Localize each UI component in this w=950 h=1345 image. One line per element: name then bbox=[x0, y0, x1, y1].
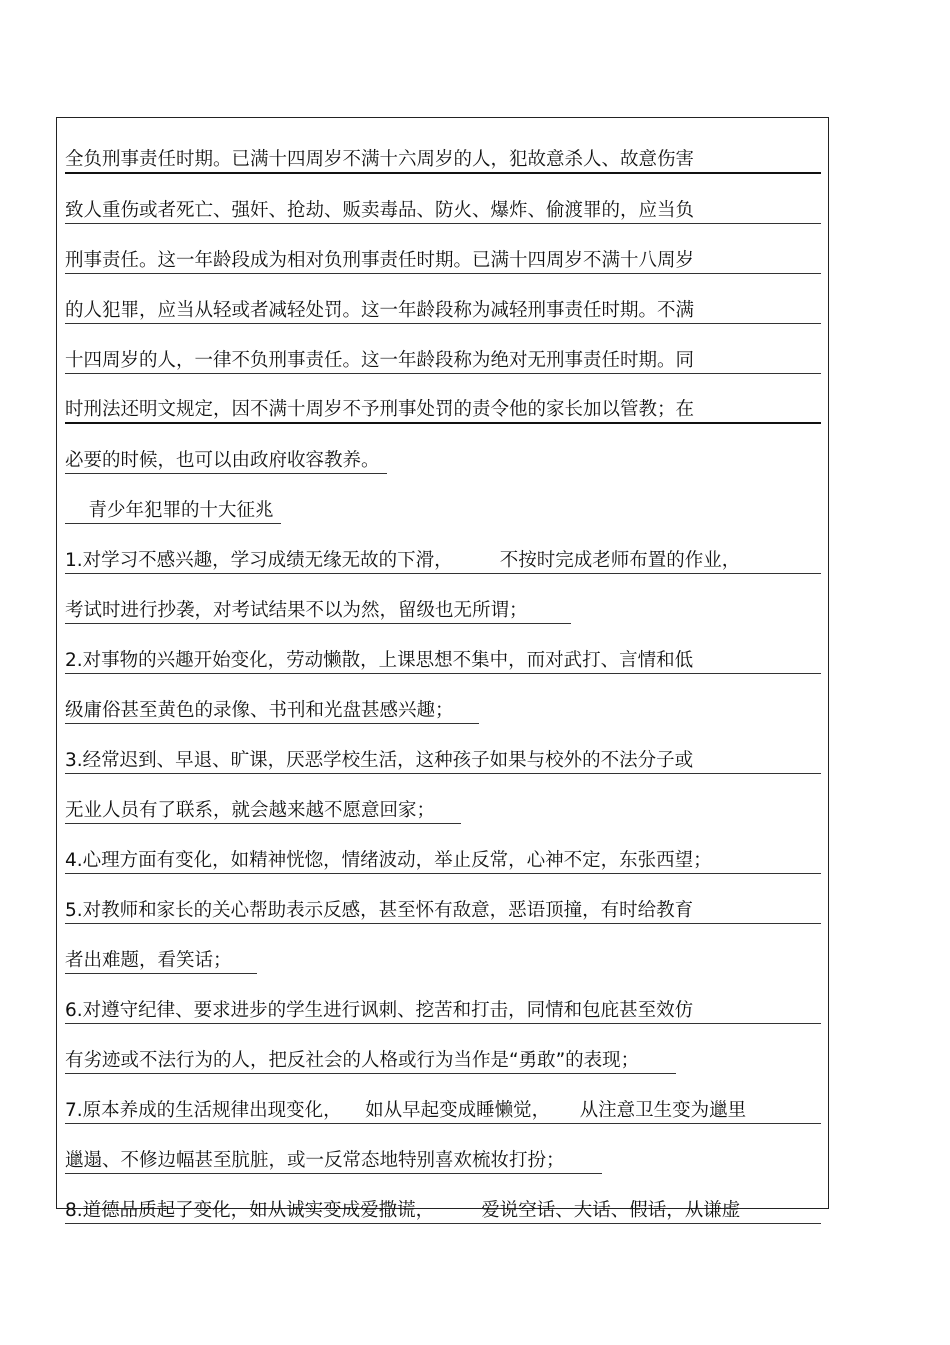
text-line-content: 致人重伤或者死亡、强奸、抢劫、贩卖毒品、防火、爆炸、偷渡罪的，应当负 bbox=[65, 199, 821, 224]
text-line-content: 无业人员有了联系，就会越来越不愿意回家； bbox=[65, 799, 461, 824]
text-line bbox=[65, 576, 821, 626]
text-line bbox=[65, 526, 821, 576]
text-line-content: 青少年犯罪的十大征兆 bbox=[65, 499, 281, 524]
text-line bbox=[65, 1176, 821, 1226]
text-line-content: 3.经常迟到、早退、旷课，厌恶学校生活，这种孩子如果与校外的不法分子或 bbox=[65, 749, 821, 774]
text-line bbox=[65, 1126, 821, 1176]
text-line-content: 4.心理方面有变化，如精神恍惚，情绪波动，举止反常，心神不定，东张西望； bbox=[65, 849, 821, 874]
text-line bbox=[65, 1076, 821, 1126]
document-body bbox=[65, 126, 821, 1226]
text-line-content: 8.道德品质起了变化，如从诚实变成爱撒谎， 爱说空话、大话、假话，从谦虚 bbox=[65, 1199, 821, 1224]
text-line-content: 必要的时候，也可以由政府收容教养。 bbox=[65, 449, 387, 474]
text-line bbox=[65, 426, 821, 476]
text-line bbox=[65, 276, 821, 326]
text-line-content: 十四周岁的人，一律不负刑事责任。这一年龄段称为绝对无刑事责任时期。同 bbox=[65, 349, 821, 374]
text-line-content: 级庸俗甚至黄色的录像、书刊和光盘甚感兴趣； bbox=[65, 699, 479, 724]
text-line bbox=[65, 676, 821, 726]
text-line-content: 全负刑事责任时期。已满十四周岁不满十六周岁的人，犯故意杀人、故意伤害 bbox=[65, 148, 821, 174]
text-line-content: 的人犯罪，应当从轻或者减轻处罚。这一年龄段称为减轻刑事责任时期。不满 bbox=[65, 299, 821, 324]
text-line bbox=[65, 326, 821, 376]
text-line bbox=[65, 976, 821, 1026]
text-line bbox=[65, 726, 821, 776]
text-line bbox=[65, 376, 821, 426]
text-line bbox=[65, 876, 821, 926]
text-line-content: 6.对遵守纪律、要求进步的学生进行讽刺、挖苦和打击，同情和包庇甚至效仿 bbox=[65, 999, 821, 1024]
text-line bbox=[65, 176, 821, 226]
text-line bbox=[65, 476, 821, 526]
text-line-content: 时刑法还明文规定，因不满十周岁不予刑事处罚的责令他的家长加以管教；在 bbox=[65, 398, 821, 424]
text-line-content: 邋遢、不修边幅甚至肮脏，或一反常态地特别喜欢梳妆打扮； bbox=[65, 1149, 602, 1174]
text-line-content: 有劣迹或不法行为的人，把反社会的人格或行为当作是“勇敢”的表现； bbox=[65, 1049, 676, 1074]
text-line-content: 1.对学习不感兴趣，学习成绩无缘无故的下滑， 不按时完成老师布置的作业， bbox=[65, 549, 821, 574]
text-line-content: 考试时进行抄袭，对考试结果不以为然，留级也无所谓； bbox=[65, 599, 571, 624]
text-line bbox=[65, 626, 821, 676]
text-line bbox=[65, 226, 821, 276]
text-line bbox=[65, 1026, 821, 1076]
text-line bbox=[65, 826, 821, 876]
text-line bbox=[65, 926, 821, 976]
document-frame bbox=[56, 117, 829, 1221]
text-line-content: 刑事责任。这一年龄段成为相对负刑事责任时期。已满十四周岁不满十八周岁 bbox=[65, 249, 821, 274]
text-line-content: 7.原本养成的生活规律出现变化， 如从早起变成睡懒觉， 从注意卫生变为邋里 bbox=[65, 1099, 821, 1124]
text-line-content: 2.对事物的兴趣开始变化，劳动懒散，上课思想不集中，而对武打、言情和低 bbox=[65, 649, 821, 674]
text-line-content: 者出难题，看笑话； bbox=[65, 949, 257, 974]
text-line bbox=[65, 126, 821, 176]
text-line bbox=[65, 776, 821, 826]
text-line-content: 5.对教师和家长的关心帮助表示反感，甚至怀有敌意，恶语顶撞，有时给教育 bbox=[65, 899, 821, 924]
